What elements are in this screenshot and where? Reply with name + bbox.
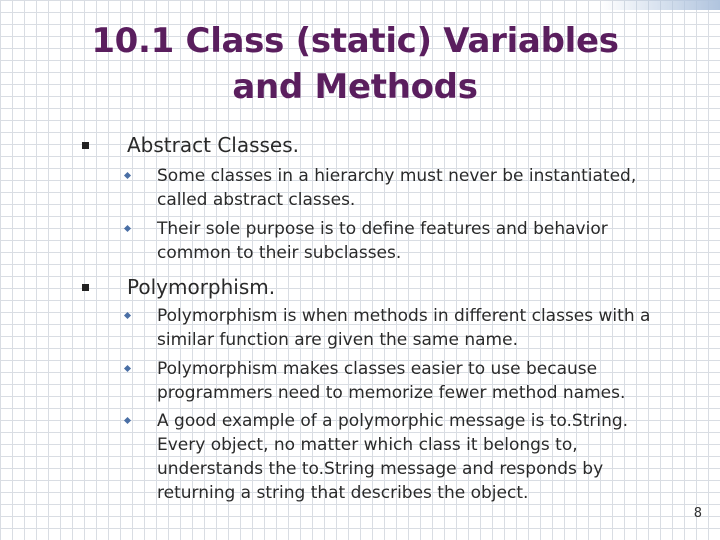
section-heading: Abstract Classes.: [127, 133, 300, 157]
list-item-text: Their sole purpose is to define features and behavior common to their subclasses.: [157, 219, 608, 263]
list-item-text: Polymorphism is when methods in different classes with a similar function are given the same name.: [157, 306, 651, 350]
slide-title-line-1: 10.1 Class (static) Variables: [91, 21, 619, 61]
page-number: 8: [693, 506, 702, 521]
slide-title-line-2: and Methods: [232, 67, 478, 107]
square-bullet-icon: [82, 142, 89, 149]
diamond-bullet-icon: [124, 225, 131, 232]
list-item-text: Polymorphism makes classes easier to use because programmers need to memorize fewer method names.: [157, 359, 626, 403]
square-bullet-icon: [82, 284, 89, 291]
diamond-bullet-icon: [124, 172, 131, 179]
diamond-bullet-icon: [124, 312, 131, 319]
list-item-text: Some classes in a hierarchy must never be instantiated, called abstract classes.: [157, 166, 637, 210]
list-item-text: A good example of a polymorphic message is to.String. Every object, no matter which class it belongs to, understands the to.String message and responds by returning a string that describes the object.: [157, 411, 629, 503]
section-heading: Polymorphism.: [127, 275, 276, 299]
slide-title: [60, 18, 650, 110]
diamond-bullet-icon: [124, 365, 131, 372]
diamond-bullet-icon: [124, 417, 131, 424]
decorative-header-bar: [600, 0, 720, 10]
